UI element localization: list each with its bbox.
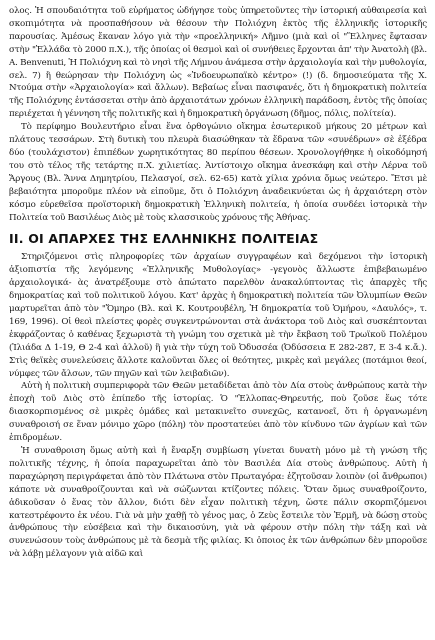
section-heading: ΙΙ. ΟΙ ΑΠΑΡΧΕΣ ΤΗΣ ΕΛΛΗΝΙΚΗΣ ΠΟΛΙΤΕΙΑΣ [9,231,319,247]
paragraph-origins-democracy: Στηριζόμενοι στὶς πληροφορίες τῶν ἀρχαίων συγγραφέων καὶ δεχόμενοι τὴν ἱστορικὴ ἀξιοπιστία τῆς λεγόμενης «Ἑλληνικῆς Μυθολογίας» -γεγονὸς ἄλλωστε ἐπιβεβαιωμένο ἀρχαιολογικά- ὰς ἀνατρέξουμε στὸ ἀπώτατο παρελθὸν ἀνακαλύπτοντας τὶς ἀπαρχὲς τῆς δημοκρατίας καὶ τοῦ πολιτικοῦ λόγου. Κατ' ἀρχὰς ἡ δημοκρατικὴ πολιτεία τῶν Ὀλυμπίων Θεῶν μαρτυρεῖται ἀπὸ τὸν "Ὅμηρο (Βλ. καὶ Κ. Κουτρουβέλη, Ἡ δημοκρατία τοῦ Ὁμήρου, «Δαυλός», τ. 169, 1996). Οἱ θεοὶ πλείστες φορὲς συγκεντρώνονται στὰ ἀνάκτορα τοῦ Διὸς καὶ συσκέπτονται ἐκφράζοντας ὁ καθένας ξεχωριστὰ τὴ γνώμη του σχετικὰ μὲ τὴν ἔκβαση τοῦ Τρωϊκοῦ Πολέμου (Ἰλιάδα Δ 1-19, Θ 2-4 καὶ ἀλλοῦ) ἢ γιὰ τὴν τύχη τοῦ Ὀδυσσέα (Ὀδύσσεια Ε 282-287, Ε 3-4 κ.ἄ.). Στὶς θεϊκὲς συνελεύσεις ἄλλοτε καλοῦνται ὅλες οἱ θεότητες, μικρὲς καὶ μεγάλες (ποτάμιοι θεοί, νύμφες τῶν ἄλσων, τῶν πηγῶν καὶ τῶν λειβαδιῶν). [9,252,427,379]
paragraph-political-art: Ἡ συναθροιση ὅμως αὐτὴ καὶ ἡ ἔναρξη συμβίωση γίνεται δυνατὴ μόνο μὲ τὴ γνώση τῆς πολιτικῆς τέχνης, ἡ ὁποία παραχωρεῖται ἀπὸ τὸν Βασιλέα Δία στοὺς ἀνθρώπους. Αὐτὴ ἡ παραχώρηση περιγράφεται ἀπὸ τὸν Πλάτωνα στὸν Πρωταγόρα: ἐζητοῦσαν λοιπὸν (οἱ ἄνθρωποι) κάποτε νὰ συναθροίζουνται καὶ νὰ σώζωνται κτίζοντες πόλεις. Ὅταν ὅμως συναθροίζοντο, ἀδικοῦσαν ὁ ἕνας τὸν ἄλλον, διότι δὲν εἶχαν πολιτικὴ τέχνη, ὥστε πάλιν σκορπιζόμενοι κατεστρέφοντο ἐκ νέου. Γιὰ νὰ μὴν χαθῇ τὸ γένος μας, ὁ Ζεὺς ἔστειλε τὸν Ἑρμῆ, νὰ δώσῃ στοὺς ἀνθρώπους τὴν εὐσέβεια καὶ τὴν δικαιοσύνη, γιὰ νὰ φέρουν στὴν πόλη τὴν τάξη καὶ νὰ συνενώσουν τοὺς ἀνθρώπους μὲ τὰ δεσμὰ τῆς φιλίας. Κι ὁποιος ἐκ τῶν ἀνθρώπων δὲν μποροῦσε νὰ λάβῃ μέλαγονν γιὰ αἰδῶ καὶ [9,446,427,560]
paragraph-gods-behavior: Αὐτὴ ἡ πολιτικὴ συμπεριφορὰ τῶν Θεῶν μεταδίδεται ἀπὸ τὸν Δία στοὺς ἀνθρώπους κατὰ τὴν ἐποχὴ τοῦ Διὸς στὸ ἐπίπεδο τῆς ἱστορίας. Ὁ "Ἑλλοπας-Θηρευτής, ποὺ ζοῦσε ἕως τότε διασκορπισμένος σὲ μικρὲς ὁμάδες καὶ μετακινεῖτο συνεχῶς, κατανοεῖ, ὅτι ἡ ὀργανωμένη συναθροισή σε ἕναν μόνιμο χῶρο (πόλη) τὸν προστατεύει ἀπὸ τὸν κίνδυνο τῶν ἀγρίων καὶ τῶν ἐπιδρομέων. [9,381,427,444]
paragraph-bouleuterion: Τὸ περίφημο Βουλευτήριο εἶναι ἕνα ὀρθογώνιο οἴκημα ἐσωτερικοῦ μήκους 20 μέτρων καὶ πλάτους τεσσάρων. Στὴ δυτικὴ του πλευρὰ διασώθηκαν τὰ ἕδρανα τῶν «συνέδρων» σὲ ἐξέδρα δύο (τουλάχιστον) ἐπιπέδων χωρητικότητας 80 περίπου θέσεων. Χρονολογήθηκε ἡ οἰκοδόμησή του στὸ τέλος τῆς τετάρτης π.Χ. χιλιετίας. Ἀντίστοιχο οἴκημα ἀνεσκάφη καὶ στὴν Λέρνα τοῦ Ἄργους (Βλ. Ἄννα Δημητρίου, Πελασγοί, σελ. 62-65) κατὰ χίλια χρόνια ὅμως νεώτερο. Ἔτσι μὲ βεβαιότητα μποροῦμε πλέον νὰ εἰποῦμε, ὅτι ὁ Πολιόχνη ἀναδεικνύεται ὡς ἡ ἀρχαιότερη στὸν κόσμο εὑρεθεῖσα προϊστορικὴ δημοκρατικὴ Ἑλληνικὴ πολιτεία, ἡ ὁποία συνδέει ἱστορικὰ τὴν Πολιτεία τοῦ Βασιλέως Διὸς μὲ τοὺς κλασσικοὺς χρόνους τῆς Ἀθήνας. [9,122,427,223]
paragraph-polyochni-intro: ολος. Ἡ σπουδαιότητα τοῦ εὑρήματος ὡδήγησε τοὺς ὑπηρετοῦντες τὴν ἱστορική αὐθαιρεσία καὶ σκοπιμότητα νὰ προσπαθήσουν νὰ θέσουν τὴν Πολιόχνη ἐκτὸς τῆς ἑλληνικῆς ἱστορικῆς παρουσίας. Ἀμέσως ἔκαναν λόγο γιὰ τὴν «προελληνική» Λῆμνο (μιὰ καὶ οἱ "Ἕλληνες ἔφτασαν στὴν "Ἑλλάδα τὸ 2000 π.Χ.), τῆς ὁποίας οἱ θεσμοὶ καὶ οἱ συνήθειες ἔρχονται ἀπ' τὴν Ἀνατολὴ (βλ. A. Benvenuti, Ἡ Πολιόχνη καὶ τὸ νησὶ τῆς Λήμνου ἀνάμεσα στὴν ἀρχαιολογία καὶ τὴν μυθολογία, σελ. 7) ἢ θεώρησαν τὴν Πολιόχνη ὡς «Ἰνδοευρωπαϊκὸ κέντρο» (!) (δ. δημοσιεύματα τῆς Χ. Ντούμα στὴν «Ἀρχαιολογία» καὶ ἄλλων). Βεβαίως εἶναι πασιφανές, ὅτι ἡ δημοκρατικὴ πολιτεία τῆς Πολιόχνης ἐντάσσεται στὴν ἀπὸ ἀρχαιοτάτων χρόνων ἑλληνικὴ παράδοση, ἐντὸς τῆς ὁποίας περιέχεται ἡ γέννηση τῆς πολιτικῆς καὶ ἡ δημοκρατικὴ ὀργάνωση (δῆμος, πόλις, πολίτεία). [9,6,427,120]
